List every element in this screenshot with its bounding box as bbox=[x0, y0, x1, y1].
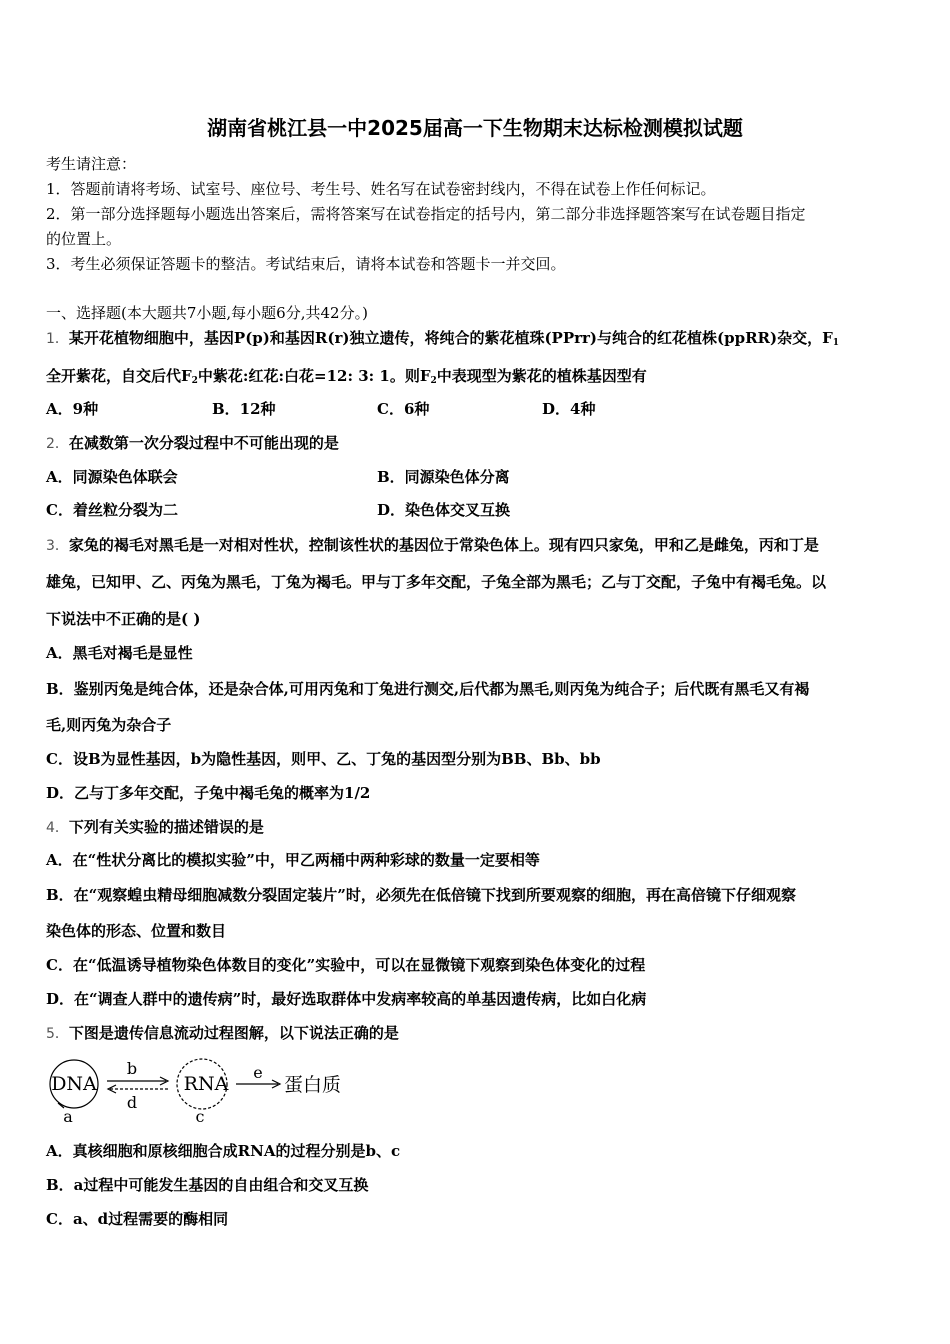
question-1 bbox=[46, 327, 839, 348]
option-d[interactable]: D．4种 bbox=[542, 400, 596, 418]
option-b-cont: 毛,则丙兔为杂合子 bbox=[46, 716, 172, 734]
option-c[interactable]: C．设B为显性基因，b为隐性基因，则甲、乙、丁兔的基因型分别为BB、Bb、bb bbox=[46, 750, 601, 768]
question-text: 家兔的褐毛对黑毛是一对相对性状，控制该性状的基因位于常染色体上。现有四只家兔，甲和乙是雌兔，丙和丁是 bbox=[68, 536, 819, 554]
dna-label: DNA bbox=[51, 1073, 97, 1095]
question-3 bbox=[46, 534, 819, 555]
option-b[interactable]: B．12种 bbox=[212, 400, 276, 418]
subscript: 2 bbox=[191, 376, 198, 386]
option-b[interactable]: B．a过程中可能发生基因的自由组合和交叉互换 bbox=[46, 1176, 369, 1194]
option-b-cont: 染色体的形态、位置和数目 bbox=[46, 922, 227, 940]
notice-item: 3．考生必须保证答题卡的整洁。考试结束后，请将本试卷和答题卡一并交回。 bbox=[46, 255, 566, 273]
label-c: c bbox=[195, 1107, 205, 1126]
section-heading: 一、选择题(本大题共7小题,每小题6分,共42分。) bbox=[46, 304, 368, 322]
subscript: 1 bbox=[832, 338, 840, 348]
question-number: 4． bbox=[46, 820, 69, 836]
option-d[interactable]: D．乙与丁多年交配，子兔中褐毛兔的概率为1/2 bbox=[46, 784, 371, 802]
option-c[interactable]: C．a、d过程需要的酶相同 bbox=[46, 1210, 229, 1228]
option-c[interactable]: C．6种 bbox=[377, 400, 430, 418]
question-text: 在减数第一次分裂过程中不可能出现的是 bbox=[68, 434, 339, 452]
question-text: 中紫花:红花:白花=12: 3: 1。则F bbox=[197, 367, 431, 385]
subscript: 2 bbox=[430, 376, 437, 386]
option-b[interactable]: B．同源染色体分离 bbox=[377, 468, 510, 486]
label-e: e bbox=[253, 1063, 263, 1082]
option-c[interactable]: C．着丝粒分裂为二 bbox=[46, 501, 178, 519]
notice-item: 1．答题前请将考场、试室号、座位号、考生号、姓名写在试卷密封线内，不得在试卷上作任何标记。 bbox=[46, 180, 716, 198]
question-text: 下图是遗传信息流动过程图解，以下说法正确的是 bbox=[68, 1024, 399, 1042]
question-number: 2． bbox=[46, 436, 69, 452]
rna-label: RNA bbox=[183, 1073, 229, 1095]
protein-label: 蛋白质 bbox=[284, 1074, 342, 1096]
question-number: 5． bbox=[46, 1026, 69, 1042]
question-text: 某开花植物细胞中，基因P(p)和基因R(r)独立遗传，将纯合的紫花植珠(PPrr)与纯合的红花植株(ppRR)杂交，F bbox=[68, 329, 833, 347]
notice-heading: 考生请注意： bbox=[46, 155, 137, 173]
question-text: 下列有关实验的描述错误的是 bbox=[68, 818, 264, 836]
question-number: 3． bbox=[46, 538, 69, 554]
notice-item: 的位置上。 bbox=[46, 230, 122, 248]
question-5 bbox=[46, 1022, 399, 1043]
question-number: 1． bbox=[46, 331, 69, 347]
notice-item: 2．第一部分选择题每小题选出答案后，需将答案写在试卷指定的括号内，第二部分非选择题答案写在试卷题目指定 bbox=[46, 205, 806, 223]
option-b[interactable]: B．在“观察蝗虫精母细胞减数分裂固定装片”时，必须先在低倍镜下找到所要观察的细胞，再在高倍镜下仔细观察 bbox=[46, 886, 796, 904]
option-a[interactable]: A．在“性状分离比的模拟实验”中，甲乙两桶中两种彩球的数量一定要相等 bbox=[46, 851, 540, 869]
question-4 bbox=[46, 816, 264, 837]
option-a[interactable]: A．黑毛对褐毛是显性 bbox=[46, 644, 193, 662]
question-text: 中表现型为紫花的植株基因型有 bbox=[436, 367, 647, 385]
option-c[interactable]: C．在“低温诱导植物染色体数目的变化”实验中，可以在显微镜下观察到染色体变化的过程 bbox=[46, 956, 646, 974]
page-title: 湖南省桃江县一中2025届高一下生物期末达标检测模拟试题 bbox=[207, 116, 743, 140]
label-d: d bbox=[126, 1093, 138, 1112]
question-text: 下说法中不正确的是( ) bbox=[46, 610, 201, 628]
option-b[interactable]: B．鉴别丙兔是纯合体，还是杂合体,可用丙兔和丁兔进行测交,后代都为黑毛,则丙兔为纯合子；后代既有黑毛又有褐 bbox=[46, 680, 810, 698]
label-b: b bbox=[126, 1059, 138, 1078]
question-text: 全开紫花，自交后代F bbox=[46, 367, 192, 385]
option-a[interactable]: A．同源染色体联会 bbox=[46, 468, 178, 486]
option-a[interactable]: A．真核细胞和原核细胞合成RNA的过程分别是b、c bbox=[46, 1142, 401, 1160]
label-a: a bbox=[63, 1107, 73, 1126]
option-d[interactable]: D．在“调查人群中的遗传病”时，最好选取群体中发病率较高的单基因遗传病，比如白化病 bbox=[46, 990, 647, 1008]
question-2 bbox=[46, 432, 339, 453]
option-a[interactable]: A．9种 bbox=[46, 400, 99, 418]
gene-flow-diagram bbox=[44, 1056, 364, 1126]
option-d[interactable]: D．染色体交叉互换 bbox=[377, 501, 511, 519]
question-1-line2 bbox=[46, 365, 647, 386]
question-text: 雄兔，已知甲、乙、丙兔为黑毛，丁兔为褐毛。甲与丁多年交配，子兔全部为黑毛；乙与丁交配，子兔中有褐毛兔。以 bbox=[46, 573, 827, 591]
